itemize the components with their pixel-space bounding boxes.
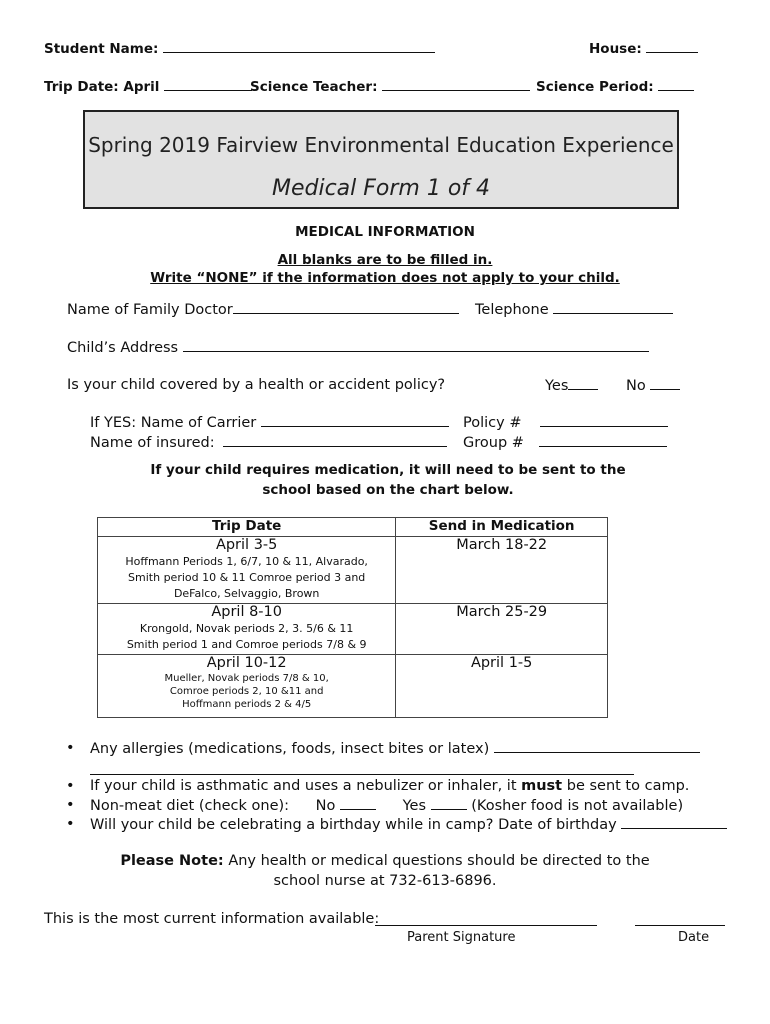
science-teacher-field[interactable] (250, 78, 530, 95)
allergies-field[interactable] (90, 740, 700, 757)
trip-detail: Mueller, Novak periods 7/8 & 10, (164, 673, 329, 684)
send-medication-cell (396, 537, 608, 604)
please-note (0, 853, 770, 869)
trip-date: April 10-12 (206, 655, 287, 671)
please-note-line2: school nurse at 732-613-6896. (273, 873, 497, 889)
carrier-field[interactable] (90, 414, 449, 431)
insurance-yes-field[interactable] (545, 377, 598, 394)
allergies-blank-2[interactable] (90, 762, 634, 775)
form-title: Spring 2019 Fairview Environmental Education Experience (88, 133, 674, 157)
insured-field[interactable] (90, 434, 447, 451)
policy-blank[interactable] (540, 414, 668, 427)
table-row (98, 655, 608, 718)
send-medication-cell (396, 604, 608, 655)
student-name-field[interactable] (44, 40, 435, 57)
family-doctor-field[interactable] (67, 301, 459, 318)
trip-detail: Hoffmann Periods 1, 6/7, 10 & 11, Alvarado, (125, 555, 368, 568)
send-date: March 25-29 (456, 604, 548, 620)
trip-date-cell (98, 655, 396, 718)
please-note-label: Please Note: (120, 853, 224, 869)
student-name-blank[interactable] (163, 40, 435, 53)
asthma-emphasis: must (521, 778, 563, 794)
student-name-label: Student Name: (44, 41, 159, 57)
section-heading: MEDICAL INFORMATION (295, 224, 475, 240)
insurance-yes-label: Yes (545, 378, 569, 394)
insurance-no-field[interactable] (626, 377, 680, 394)
science-period-field[interactable] (536, 78, 694, 95)
bullet-icon: • (66, 740, 75, 756)
telephone-label: Telephone (475, 302, 549, 318)
asthma-note (90, 778, 689, 794)
address-blank[interactable] (183, 339, 649, 352)
nonmeat-label: Non-meat diet (check one): (90, 798, 290, 814)
nonmeat-field[interactable] (90, 797, 683, 814)
group-field[interactable] (463, 434, 667, 451)
group-label: Group # (463, 435, 524, 451)
asthma-text-end: be sent to camp. (566, 778, 690, 794)
table-header-row (98, 518, 608, 537)
bullet-icon: • (66, 816, 75, 832)
send-date: April 1-5 (470, 655, 533, 671)
insurance-yes-blank[interactable] (568, 377, 598, 390)
science-teacher-label: Science Teacher: (250, 79, 378, 95)
insurance-no-label: No (626, 378, 646, 394)
address-label: Child’s Address (67, 340, 179, 356)
birthday-blank[interactable] (621, 816, 727, 829)
kosher-note: (Kosher food is not available) (471, 798, 684, 814)
trip-date-cell (98, 604, 396, 655)
instruction-2: Write “NONE” if the information does not apply to your child. (150, 270, 620, 286)
trip-detail: Comroe periods 2, 10 &11 and (169, 686, 324, 697)
trip-date: April 3-5 (215, 537, 278, 553)
science-period-blank[interactable] (658, 78, 694, 91)
telephone-field[interactable] (475, 301, 673, 318)
birthday-label: Will your child be celebrating a birthday while in camp? Date of birthday (90, 817, 617, 833)
bullet-icon: • (66, 797, 75, 813)
trip-detail: Krongold, Novak periods 2, 3. 5/6 & 11 (139, 622, 354, 635)
science-period-label: Science Period: (536, 79, 654, 95)
carrier-blank[interactable] (261, 414, 449, 427)
telephone-blank[interactable] (553, 301, 673, 314)
parent-signature-blank[interactable] (375, 911, 597, 926)
trip-date-blank[interactable] (164, 78, 252, 91)
family-doctor-blank[interactable] (233, 301, 459, 314)
insured-label: Name of insured: (90, 435, 215, 451)
send-medication-cell (396, 655, 608, 718)
form-subtitle: Medical Form 1 of 4 (271, 176, 491, 201)
date-label: Date (678, 930, 710, 945)
trip-date: April 8-10 (211, 604, 282, 620)
family-doctor-label: Name of Family Doctor (67, 302, 233, 318)
trip-detail: Smith period 10 & 11 Comroe period 3 and (128, 571, 366, 584)
carrier-label: If YES: Name of Carrier (90, 415, 257, 431)
send-date: March 18-22 (456, 537, 548, 553)
trip-detail: Hoffmann periods 2 & 4/5 (182, 699, 312, 710)
policy-field[interactable] (463, 414, 668, 431)
bullet-icon: • (66, 778, 75, 794)
trip-date-cell (98, 537, 396, 604)
title-box (83, 110, 679, 209)
nonmeat-no-blank[interactable] (340, 797, 376, 810)
parent-signature-label: Parent Signature (407, 930, 516, 945)
col-trip-date: Trip Date (98, 518, 396, 537)
nonmeat-yes-label: Yes (402, 798, 427, 814)
group-blank[interactable] (539, 434, 667, 447)
trip-detail: Smith period 1 and Comroe periods 7/8 & 9 (126, 638, 367, 651)
address-field[interactable] (67, 339, 649, 356)
signature-statement: This is the most current information available: (44, 911, 380, 927)
nonmeat-yes-blank[interactable] (431, 797, 467, 810)
insurance-no-blank[interactable] (650, 377, 680, 390)
nonmeat-no-label: No (315, 798, 336, 814)
allergies-label: Any allergies (medications, foods, insect bites or latex) (90, 741, 490, 757)
insured-blank[interactable] (223, 434, 447, 447)
medication-schedule-table (97, 517, 608, 718)
policy-label: Policy # (463, 415, 522, 431)
date-blank[interactable] (635, 911, 725, 926)
table-row (98, 604, 608, 655)
science-teacher-blank[interactable] (382, 78, 530, 91)
col-send-medication: Send in Medication (396, 518, 608, 537)
table-row (98, 537, 608, 604)
house-blank[interactable] (646, 40, 698, 53)
medication-note-2: school based on the chart below. (262, 482, 514, 498)
allergies-blank[interactable] (494, 740, 700, 753)
trip-detail: DeFalco, Selvaggio, Brown (173, 587, 320, 600)
birthday-field[interactable] (90, 816, 727, 833)
please-note-text: Any health or medical questions should be directed to the (228, 853, 650, 869)
house-label: House: (589, 41, 642, 57)
medication-note-1: If your child requires medication, it will need to be sent to the (150, 462, 626, 478)
trip-date-field[interactable] (44, 78, 252, 95)
house-field[interactable] (589, 40, 698, 57)
asthma-text: If your child is asthmatic and uses a nebulizer or inhaler, it (90, 778, 517, 794)
instruction-1: All blanks are to be filled in. (277, 252, 493, 268)
trip-date-label: Trip Date: April (44, 79, 160, 95)
insurance-question: Is your child covered by a health or accident policy? (67, 377, 446, 393)
